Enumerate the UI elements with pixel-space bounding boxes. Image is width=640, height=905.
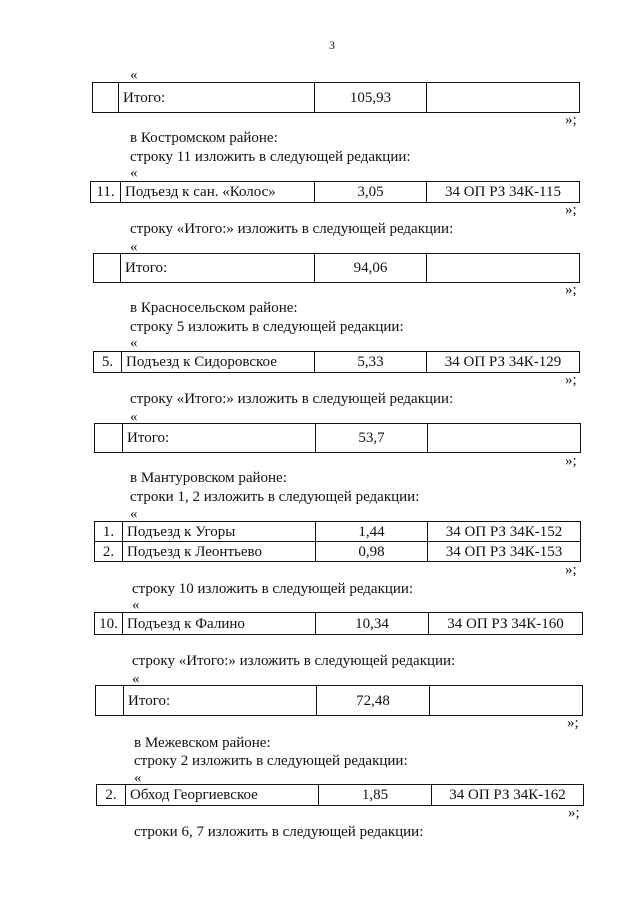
row-code: 34 ОП РЗ 34К-160 bbox=[429, 613, 583, 635]
table-row bbox=[90, 181, 580, 203]
row-number: 2. bbox=[97, 785, 126, 806]
open-quote: « bbox=[130, 67, 138, 83]
instruction-text: строку 5 изложить в следующей редакции: bbox=[130, 319, 404, 335]
instruction-text: строку «Итого:» изложить в следующей редакции: bbox=[130, 391, 454, 407]
open-quote: « bbox=[132, 671, 140, 687]
open-quote: « bbox=[130, 335, 138, 351]
close-quote: »; bbox=[565, 562, 577, 578]
instruction-text: строку «Итого:» изложить в следующей редакции: bbox=[130, 221, 454, 237]
row-number: 11. bbox=[91, 182, 121, 203]
open-quote: « bbox=[130, 165, 138, 181]
table-row bbox=[94, 612, 583, 635]
table-row bbox=[95, 522, 581, 542]
row-code: 34 ОП РЗ 34К-129 bbox=[427, 352, 580, 373]
row-code: 34 ОП РЗ 34К-162 bbox=[432, 785, 584, 806]
row-name: Итого: bbox=[123, 424, 316, 453]
row-length: 105,93 bbox=[315, 83, 427, 113]
row-length: 0,98 bbox=[316, 542, 428, 562]
row-number bbox=[94, 254, 121, 283]
open-quote: « bbox=[130, 239, 138, 255]
district-heading: в Мантуровском районе: bbox=[130, 470, 287, 486]
close-quote: »; bbox=[565, 112, 577, 128]
table-total-row bbox=[94, 423, 581, 453]
instruction-text: строку 10 изложить в следующей редакции: bbox=[132, 581, 414, 597]
open-quote: « bbox=[134, 770, 142, 786]
open-quote: « bbox=[130, 409, 138, 425]
close-quote: »; bbox=[567, 715, 579, 731]
row-name: Подъезд к Леонтьево bbox=[123, 542, 316, 562]
row-code bbox=[427, 254, 580, 283]
row-length: 94,06 bbox=[315, 254, 427, 283]
open-quote: « bbox=[130, 506, 138, 522]
row-name: Обход Георгиевское bbox=[126, 785, 319, 806]
row-number: 5. bbox=[94, 352, 122, 373]
table-total-row bbox=[93, 253, 580, 283]
row-length: 3,05 bbox=[315, 182, 427, 203]
row-name: Итого: bbox=[119, 83, 315, 113]
row-number bbox=[96, 686, 124, 716]
instruction-text: строку «Итого:» изложить в следующей редакции: bbox=[132, 653, 456, 669]
row-code bbox=[430, 686, 583, 716]
row-code: 34 ОП РЗ 34К-115 bbox=[427, 182, 580, 203]
page-number: 3 bbox=[329, 38, 335, 52]
close-quote: »; bbox=[565, 202, 577, 218]
row-number bbox=[95, 424, 123, 453]
table-row bbox=[95, 542, 581, 562]
row-name: Подъезд к Сидоровское bbox=[122, 352, 315, 373]
row-number: 1. bbox=[95, 522, 123, 542]
district-heading: в Межевском районе: bbox=[134, 735, 271, 751]
instruction-text: строку 2 изложить в следующей редакции: bbox=[134, 753, 408, 769]
instruction-text: строки 1, 2 изложить в следующей редакции: bbox=[130, 489, 420, 505]
row-code bbox=[428, 424, 581, 453]
row-length: 5,33 bbox=[315, 352, 427, 373]
row-name: Подъезд к Фалино bbox=[123, 613, 316, 635]
district-heading: в Красносельском районе: bbox=[130, 300, 298, 316]
table-row bbox=[96, 784, 584, 806]
row-code bbox=[427, 83, 580, 113]
close-quote: »; bbox=[568, 805, 580, 821]
row-name: Итого: bbox=[121, 254, 315, 283]
table-rows bbox=[94, 521, 581, 562]
open-quote: « bbox=[132, 597, 140, 613]
close-quote: »; bbox=[565, 282, 577, 298]
row-length: 10,34 bbox=[316, 613, 429, 635]
row-number: 2. bbox=[95, 542, 123, 562]
row-name: Подъезд к сан. «Колос» bbox=[121, 182, 315, 203]
row-name: Итого: bbox=[124, 686, 317, 716]
row-number: 10. bbox=[95, 613, 123, 635]
row-name: Подъезд к Угоры bbox=[123, 522, 316, 542]
table-total-row bbox=[95, 685, 583, 716]
table-row bbox=[93, 351, 580, 373]
district-heading: в Костромском районе: bbox=[130, 130, 278, 146]
close-quote: »; bbox=[565, 453, 577, 469]
row-code: 34 ОП РЗ 34К-152 bbox=[428, 522, 581, 542]
instruction-text: строку 11 изложить в следующей редакции: bbox=[130, 149, 411, 165]
row-length: 53,7 bbox=[316, 424, 428, 453]
row-number bbox=[93, 83, 119, 113]
table-total-row bbox=[92, 82, 580, 113]
close-quote: »; bbox=[565, 372, 577, 388]
row-length: 72,48 bbox=[317, 686, 430, 716]
row-length: 1,44 bbox=[316, 522, 428, 542]
instruction-text: строки 6, 7 изложить в следующей редакции: bbox=[134, 824, 424, 840]
row-code: 34 ОП РЗ 34К-153 bbox=[428, 542, 581, 562]
row-length: 1,85 bbox=[319, 785, 432, 806]
